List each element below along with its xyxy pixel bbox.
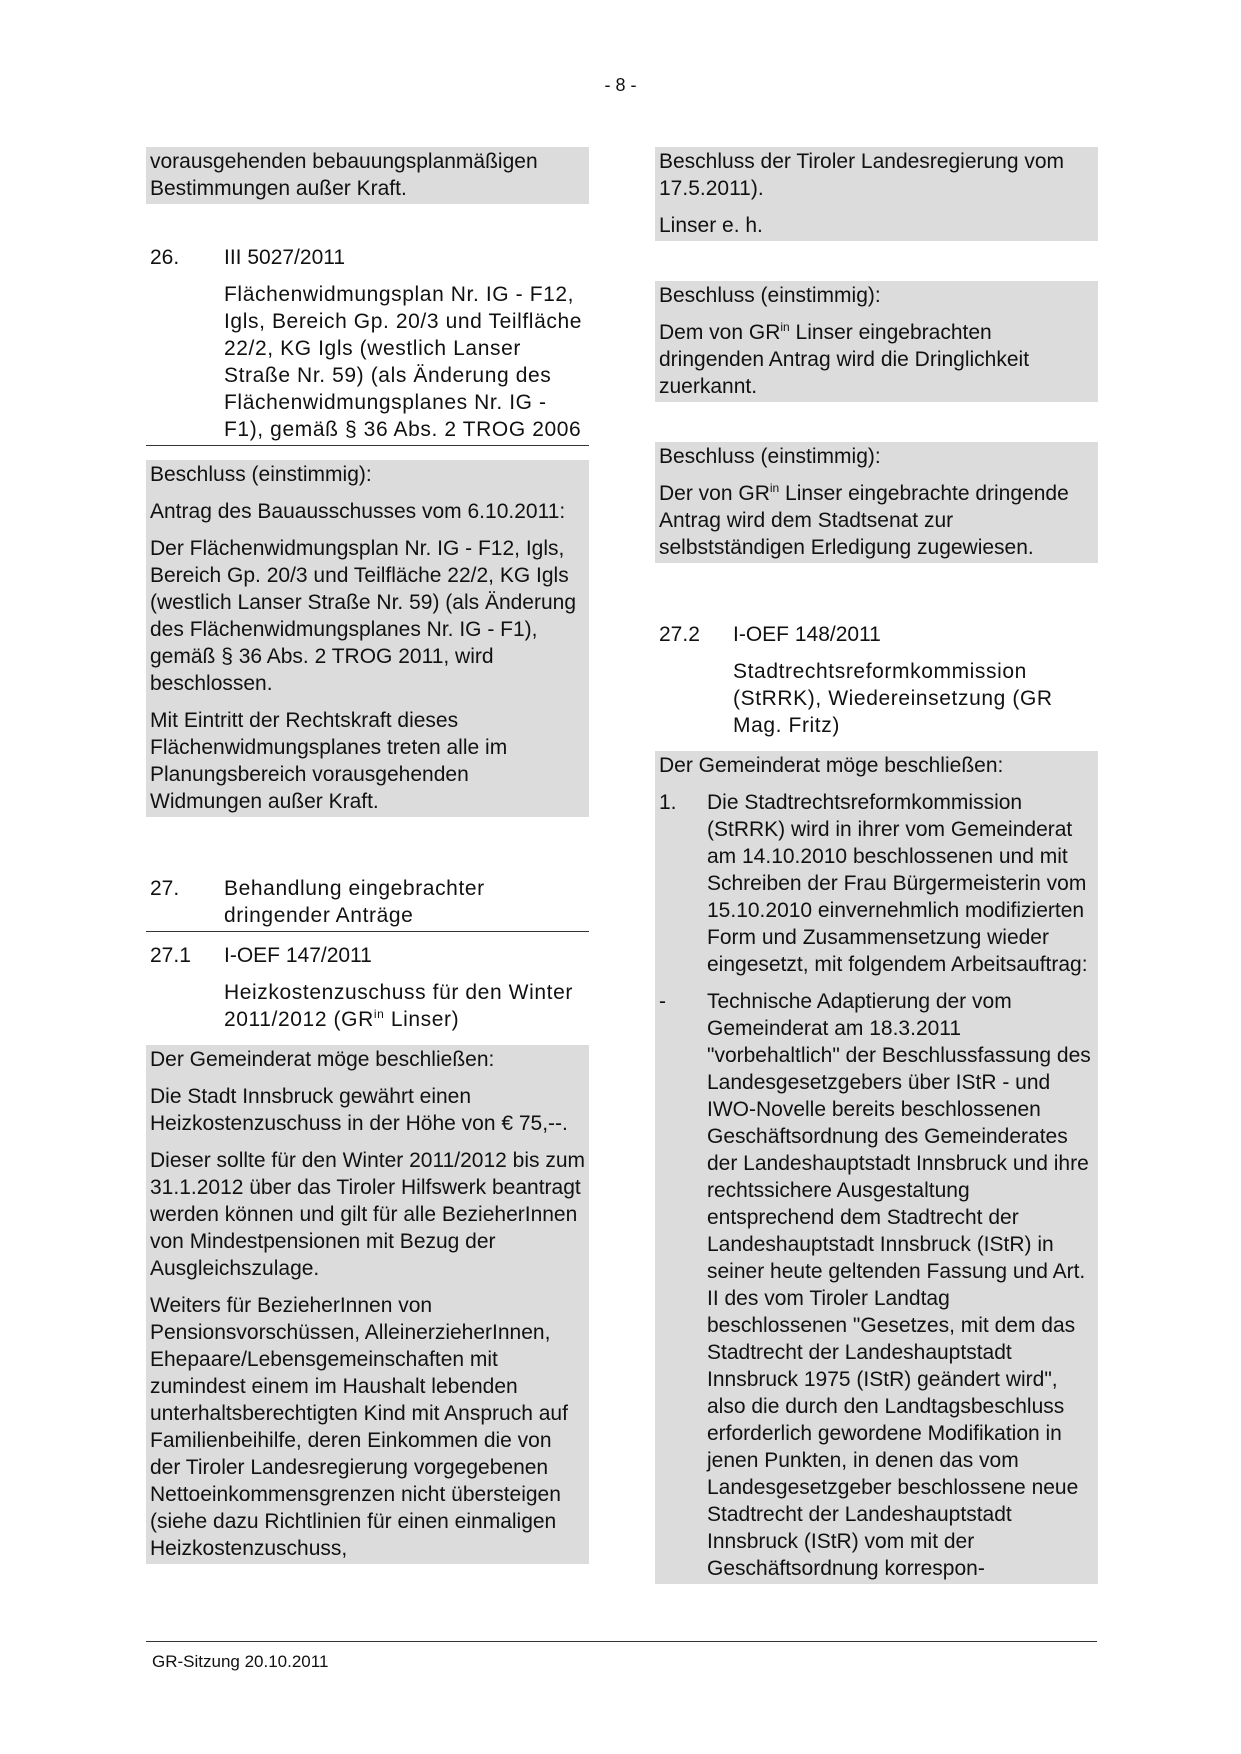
footer-rule	[146, 1641, 1097, 1642]
item-number: 27.1	[150, 944, 191, 967]
resolution-label: Beschluss (einstimmig):	[150, 463, 372, 486]
signature-text: Linser e. h.	[659, 214, 763, 237]
item-27-1-header	[146, 942, 589, 969]
resolution-body: Der Flächenwidmungsplan Nr. IG - F12, Igls, Bereich Gp. 20/3 und Teilfläche 22/2, KG Igls (westlich Lanser Straße Nr. 59) (als Änderung des Flächenwidmungsplanes Nr. IG - F1), gemäß § 36 Abs. 2 TROG 2011, wird beschlossen.	[150, 537, 577, 695]
item-27-1-title: Heizkostenzuschuss für den Winter 2011/2012 ($GR^{in}$ Linser)	[224, 981, 573, 1031]
resolution-block-1	[655, 281, 1098, 402]
list-text: Technische Adaptierung der vom Gemeinderat am 18.3.2011 "vorbehaltlich" der Beschlussfassung des Landesgesetzgebers über IStR - und IWO-Novelle bereits beschlossenen Geschäftsordnung des Gemeinderates der Landeshauptstadt Innsbruck und ihre rechtssichere Ausgestaltung entsprechend dem Stadtrecht der Landeshauptstadt Innsbruck (IStR) in seiner heute geltenden Fassung und Art. II des vom Tiroler Landtag beschlossenen "Gesetzes, mit dem das Stadtrecht der Landeshauptstadt Innsbruck 1975 (IStR) geändert wird", also die durch den Landtagsbeschluss erforderlich gewordene Modifikation in jenen Punkten, in denen das vom Landesgesetzgeber beschlossene neue Stadtrecht der Landeshauptstadt Innsbruck (IStR) vom mit der Geschäftsordnung korrespon-	[707, 990, 1091, 1580]
resolution-body: Mit Eintritt der Rechtskraft dieses Flächenwidmungsplanes treten alle im Planungsbereich vorausgehenden Widmungen außer Kraft.	[150, 709, 508, 813]
list-marker: -	[659, 990, 666, 1013]
item-reference: I-OEF 148/2011	[733, 623, 881, 646]
resolution-body: Der von $GR^{in}$ Linser eingebrachte dringende Antrag wird dem Stadtsenat zur selbstständigen Erledigung zugewiesen.	[659, 481, 1069, 559]
motion-body: Die Stadt Innsbruck gewährt einen Heizkostenzuschuss in der Höhe von € 75,--.	[150, 1085, 568, 1135]
motion-label: Der Gemeinderat möge beschließen:	[659, 754, 1004, 777]
motion-text: Antrag des Bauausschusses vom 6.10.2011:	[150, 500, 566, 523]
item-number: 26.	[150, 246, 180, 269]
item-27-header	[146, 875, 589, 929]
page-number: - 8 -	[604, 75, 637, 95]
resolution-block-2	[655, 442, 1098, 563]
carry-over-text: Beschluss der Tiroler Landesregierung vom 17.5.2011).	[659, 150, 1065, 200]
list-text: Die Stadtrechtsreformkommission (StRRK) wird in ihrer vom Gemeinderat am 14.10.2010 beschlossenen und mit Schreiben der Frau Bürgermeisterin vom 15.10.2010 einvernehmlich modifizierten Form und Zusammensetzung wieder eingesetzt, mit folgendem Arbeitsauftrag:	[707, 791, 1088, 976]
right-column	[655, 147, 1098, 1584]
item-reference: I-OEF 147/2011	[224, 944, 372, 967]
footer-text: GR-Sitzung 20.10.2011	[152, 1652, 329, 1671]
item-26-resolution	[146, 460, 589, 817]
left-column	[146, 147, 589, 1564]
resolution-label: Beschluss (einstimmig):	[659, 445, 881, 468]
item-26-header	[146, 244, 589, 271]
item-number: 27.2	[659, 623, 700, 646]
item-27-2-header	[655, 621, 1098, 648]
carry-over-block	[146, 147, 589, 204]
item-27-2-title: Stadtrechtsreformkommission (StRRK), Wiedereinsetzung (GR Mag. Fritz)	[733, 660, 1053, 737]
item-26-title: Flächenwidmungsplan Nr. IG - F12, Igls, Bereich Gp. 20/3 und Teilfläche 22/2, KG Igls (westlich Lanser Straße Nr. 59) (als Änderung des Flächenwidmungsplanes Nr. IG - F1), gemäß § 36 Abs. 2 TROG 2006	[146, 281, 589, 446]
item-number: 27.	[150, 877, 180, 900]
motion-body: Weiters für BezieherInnen von Pensionsvorschüssen, AlleinerzieherInnen, Ehepaare/Lebensgemeinschaften mit zumindest einem im Haushalt lebenden unterhaltsberechtigten Kind mit Anspruch auf Familienbeihilfe, deren Einkommen die von der Tiroler Landesregierung vorgegebenen Nettoeinkommensgrenzen nicht übersteigen (siehe dazu Richtlinien für einen einmaligen Heizkostenzuschuss,	[150, 1294, 568, 1560]
item-reference: III 5027/2011	[224, 246, 346, 269]
list-item	[659, 789, 1094, 978]
item-title: Behandlung eingebrachter dringender Anträge	[224, 877, 485, 927]
carry-over-text: vorausgehenden bebauungsplanmäßigen Bestimmungen außer Kraft.	[150, 150, 538, 200]
resolution-label: Beschluss (einstimmig):	[659, 284, 881, 307]
list-marker: 1.	[659, 791, 677, 814]
motion-body: Dieser sollte für den Winter 2011/2012 bis zum 31.1.2012 über das Tiroler Hilfswerk beantragt werden können und gilt für alle BezieherInnen von Mindestpensionen mit Bezug der Ausgleichszulage.	[150, 1149, 585, 1280]
item-27-2-motion	[655, 751, 1098, 1584]
carry-over-block	[655, 147, 1098, 241]
item-27-1-motion	[146, 1045, 589, 1564]
list-item	[659, 988, 1094, 1582]
motion-label: Der Gemeinderat möge beschließen:	[150, 1048, 495, 1071]
resolution-body: Dem von $GR^{in}$ Linser eingebrachten dringenden Antrag wird die Dringlichkeit zuerkannt.	[659, 320, 1030, 398]
